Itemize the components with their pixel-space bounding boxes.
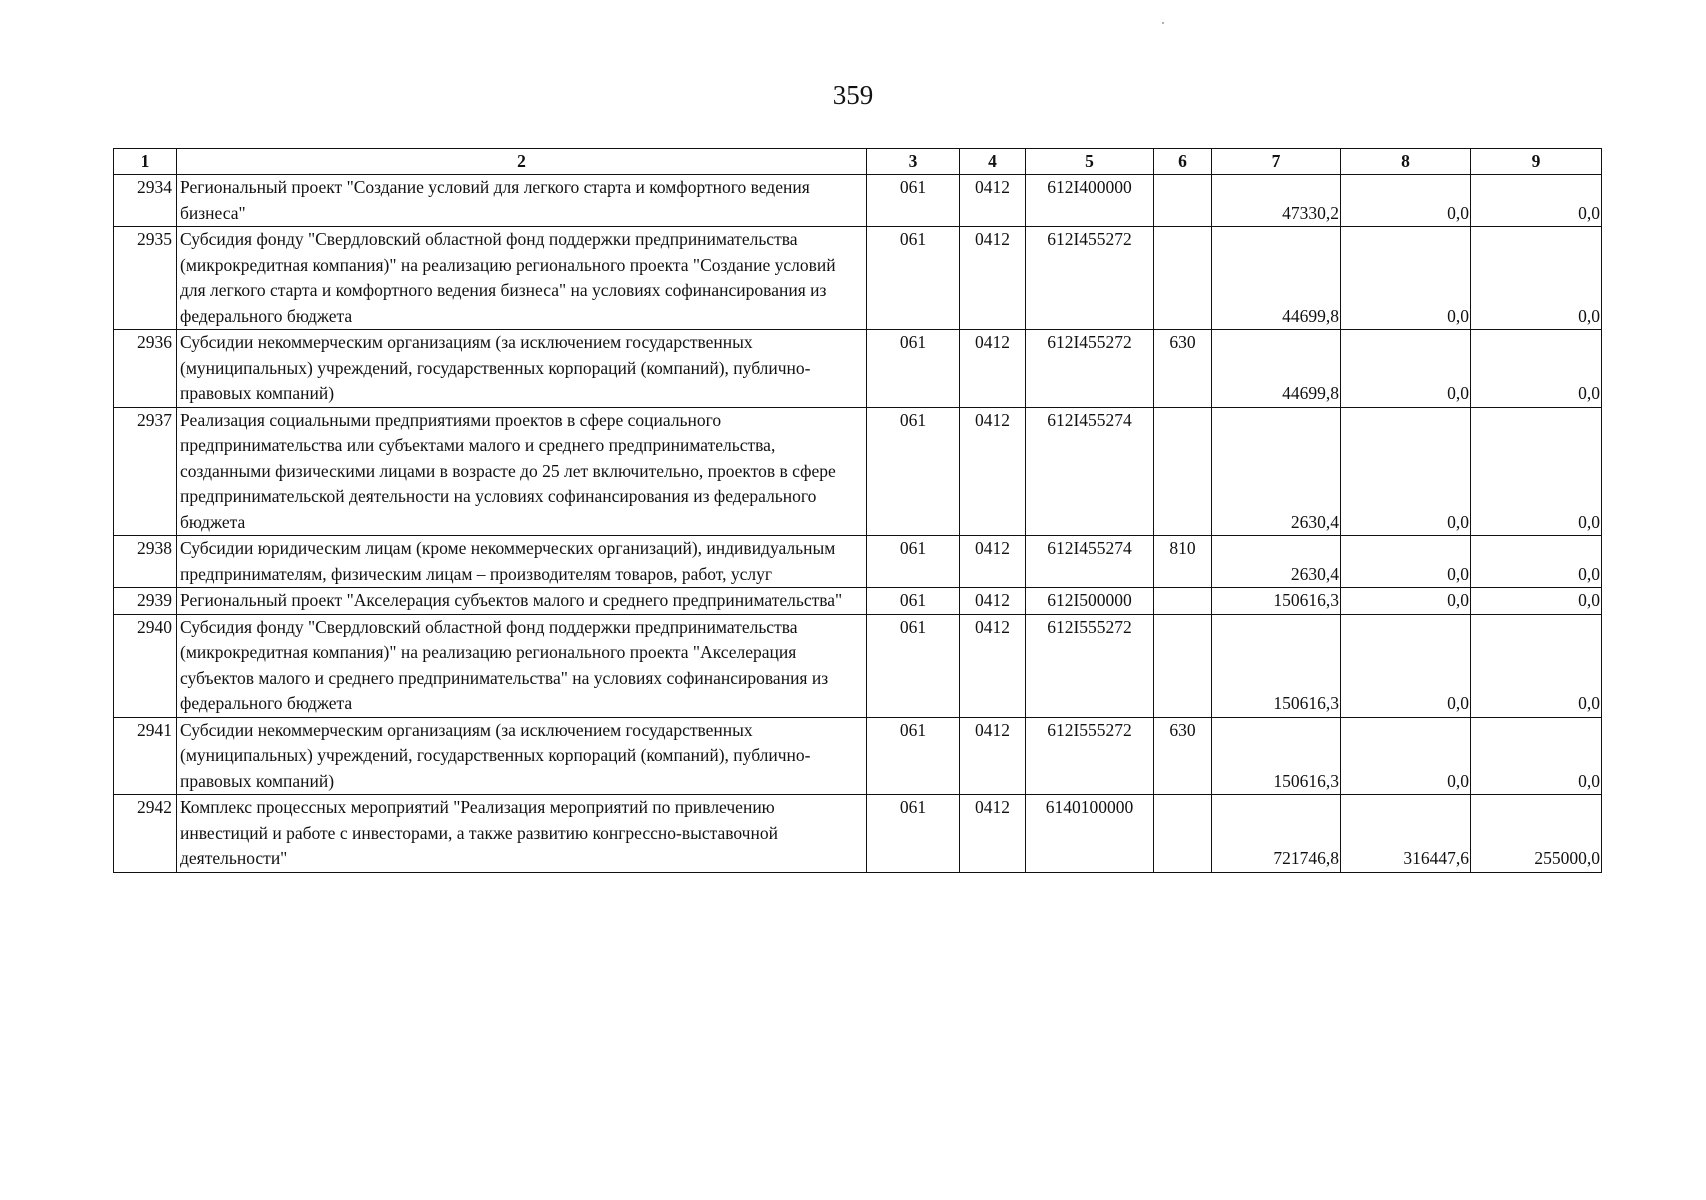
row-amount-8: 0,0 [1341,227,1471,330]
table-row [114,795,1602,873]
row-code-6: 810 [1154,536,1212,588]
row-amount-9: 0,0 [1471,536,1602,588]
row-code-4: 0412 [960,227,1026,330]
table-header [114,149,1602,175]
column-header-5: 5 [1026,149,1154,175]
row-code-3: 061 [867,227,960,330]
row-code-5: 612I455272 [1026,330,1154,408]
row-number: 2935 [114,227,177,330]
row-amount-8: 316447,6 [1341,795,1471,873]
row-amount-7: 150616,3 [1212,614,1341,717]
column-header-9: 9 [1471,149,1602,175]
row-number: 2942 [114,795,177,873]
row-code-5: 612I555272 [1026,717,1154,795]
row-amount-9: 255000,0 [1471,795,1602,873]
row-code-6: 630 [1154,330,1212,408]
row-amount-7: 2630,4 [1212,536,1341,588]
row-name: Субсидии некоммерческим организациям (за исключением государственных (муниципальных) учреждений, государственных корпораций (компаний), публично-правовых компаний) [177,717,867,795]
row-code-3: 061 [867,330,960,408]
row-code-6 [1154,407,1212,536]
row-amount-8: 0,0 [1341,175,1471,227]
row-number: 2937 [114,407,177,536]
row-name: Субсидии некоммерческим организациям (за исключением государственных (муниципальных) учреждений, государственных корпораций (компаний), публично-правовых компаний) [177,330,867,408]
row-amount-9: 0,0 [1471,588,1602,615]
row-amount-7: 721746,8 [1212,795,1341,873]
row-code-5: 612I455272 [1026,227,1154,330]
row-amount-8: 0,0 [1341,717,1471,795]
column-header-1: 1 [114,149,177,175]
row-code-4: 0412 [960,588,1026,615]
row-code-6: 630 [1154,717,1212,795]
budget-table [113,148,1602,873]
row-code-6 [1154,588,1212,615]
row-code-6 [1154,227,1212,330]
row-amount-9: 0,0 [1471,407,1602,536]
row-code-3: 061 [867,407,960,536]
header-row [114,149,1602,175]
row-number: 2938 [114,536,177,588]
row-code-5: 612I555272 [1026,614,1154,717]
row-number: 2941 [114,717,177,795]
row-code-6 [1154,795,1212,873]
table-row [114,717,1602,795]
page-number: 359 [832,80,874,110]
row-amount-9: 0,0 [1471,227,1602,330]
row-name: Региональный проект "Акселерация субъектов малого и среднего предпринимательства" [177,588,867,615]
row-code-3: 061 [867,536,960,588]
table-row [114,614,1602,717]
row-code-3: 061 [867,614,960,717]
column-header-8: 8 [1341,149,1471,175]
row-amount-9: 0,0 [1471,175,1602,227]
row-number: 2940 [114,614,177,717]
row-code-3: 061 [867,588,960,615]
column-header-4: 4 [960,149,1026,175]
row-name: Субсидия фонду "Свердловский областной фонд поддержки предпринимательства (микрокредитная компания)" на реализацию регионального проекта "Создание условий для легкого старта и комфортного ведения бизнеса" на условиях софинансирования из федерального бюджета [177,227,867,330]
row-code-6 [1154,614,1212,717]
row-code-4: 0412 [960,614,1026,717]
row-code-4: 0412 [960,407,1026,536]
row-code-5: 6140100000 [1026,795,1154,873]
row-number: 2934 [114,175,177,227]
row-amount-8: 0,0 [1341,614,1471,717]
row-amount-9: 0,0 [1471,614,1602,717]
row-amount-9: 0,0 [1471,717,1602,795]
row-amount-7: 150616,3 [1212,588,1341,615]
row-amount-8: 0,0 [1341,588,1471,615]
row-amount-8: 0,0 [1341,330,1471,408]
row-amount-7: 44699,8 [1212,330,1341,408]
row-code-5: 612I455274 [1026,407,1154,536]
row-code-3: 061 [867,795,960,873]
table-row [114,407,1602,536]
row-amount-7: 150616,3 [1212,717,1341,795]
row-number: 2936 [114,330,177,408]
row-code-5: 612I455274 [1026,536,1154,588]
row-amount-7: 2630,4 [1212,407,1341,536]
row-code-3: 061 [867,717,960,795]
row-code-4: 0412 [960,330,1026,408]
table-row [114,330,1602,408]
row-amount-7: 47330,2 [1212,175,1341,227]
row-name: Субсидии юридическим лицам (кроме некоммерческих организаций), индивидуальным предпринимателям, физическим лицам – производителям товаров, работ, услуг [177,536,867,588]
table-body [114,175,1602,873]
row-code-5: 612I500000 [1026,588,1154,615]
row-name: Региональный проект "Создание условий для легкого старта и комфортного ведения бизнеса" [177,175,867,227]
scan-speck [1162,22,1164,24]
row-code-4: 0412 [960,536,1026,588]
table-row [114,588,1602,615]
table-row [114,175,1602,227]
row-name: Комплекс процессных мероприятий "Реализация мероприятий по привлечению инвестиций и работе с инвесторами, а также развитию конгрессно-выставочной деятельности" [177,795,867,873]
row-code-4: 0412 [960,175,1026,227]
row-number: 2939 [114,588,177,615]
column-header-2: 2 [177,149,867,175]
row-name: Реализация социальными предприятиями проектов в сфере социального предпринимательства или субъектами малого и среднего предпринимательства, созданными физическими лицами в возрасте до 25 лет включительно, проектов в сфере предпринимательской деятельности на условиях софинансирования из федерального бюджета [177,407,867,536]
row-amount-8: 0,0 [1341,536,1471,588]
row-amount-7: 44699,8 [1212,227,1341,330]
column-header-6: 6 [1154,149,1212,175]
row-name: Субсидия фонду "Свердловский областной фонд поддержки предпринимательства (микрокредитная компания)" на реализацию регионального проекта "Акселерация субъектов малого и среднего предпринимательства" на условиях софинансирования из федерального бюджета [177,614,867,717]
row-code-6 [1154,175,1212,227]
table-row [114,227,1602,330]
column-header-7: 7 [1212,149,1341,175]
table-row [114,536,1602,588]
row-code-4: 0412 [960,795,1026,873]
row-code-3: 061 [867,175,960,227]
row-code-4: 0412 [960,717,1026,795]
column-header-3: 3 [867,149,960,175]
row-code-5: 612I400000 [1026,175,1154,227]
row-amount-8: 0,0 [1341,407,1471,536]
row-amount-9: 0,0 [1471,330,1602,408]
